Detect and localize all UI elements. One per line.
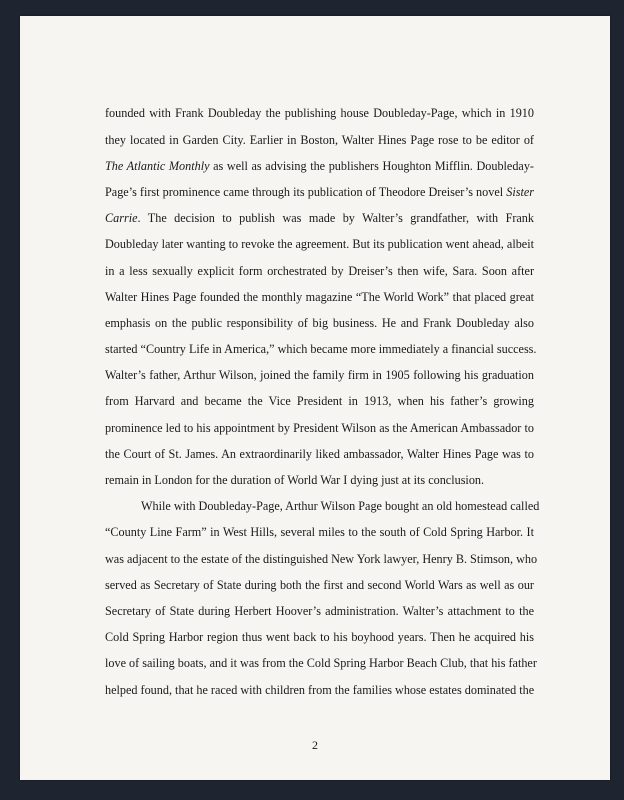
document-page [20,16,610,780]
text-span: as well as advising the publishers Houghton Mifflin. Doubleday- [209,159,534,173]
text-line [105,159,534,173]
text-line: founded with Frank Doubleday the publishing house Doubleday-Page, which in 1910 [105,106,534,120]
text-line: prominence led to his appointment by President Wilson as the American Ambassador to [105,421,534,435]
text-line: from Harvard and became the Vice President in 1913, when his father’s growing [105,394,534,408]
text-line: was adjacent to the estate of the distinguished New York lawyer, Henry B. Stimson, who [105,552,538,566]
italic-title: Sister [506,185,534,199]
text-line: Cold Spring Harbor region thus went back to his boyhood years. Then he acquired his [105,630,534,644]
text-line: Walter’s father, Arthur Wilson, joined the family firm in 1905 following his graduation [105,368,534,382]
text-line: love of sailing boats, and it was from the Cold Spring Harbor Beach Club, that his father [105,656,537,670]
text-line: served as Secretary of State during both the first and second World Wars as well as our [105,578,534,592]
text-line: “County Line Farm” in West Hills, several miles to the south of Cold Spring Harbor. It [105,525,534,539]
italic-title: The Atlantic Monthly [105,159,210,173]
text-line: the Court of St. James. An extraordinarily liked ambassador, Walter Hines Page was to [105,447,534,461]
text-line: emphasis on the public responsibility of big business. He and Frank Doubleday also [105,316,534,330]
text-line: in a less sexually explicit form orchestrated by Dreiser’s then wife, Sara. Soon after [105,264,534,278]
text-span: Page’s first prominence came through its publication of Theodore Dreiser’s novel [105,185,507,199]
text-line: helped found, that he raced with children from the families whose estates dominated the [105,683,535,697]
text-line: they located in Garden City. Earlier in Boston, Walter Hines Page rose to be editor of [105,133,534,147]
text-line: Secretary of State during Herbert Hoover’s administration. Walter’s attachment to the [105,604,534,618]
text-line [105,211,534,225]
text-line: Doubleday later wanting to revoke the agreement. But its publication went ahead, albeit [105,237,534,251]
text-line: While with Doubleday-Page, Arthur Wilson Page bought an old homestead called [141,499,540,513]
page-number: 2 [312,738,318,752]
italic-title: Carrie [105,211,138,225]
text-line: remain in London for the duration of World War I dying just at its conclusion. [105,473,485,487]
text-line: started “Country Life in America,” which became more immediately a financial success. [105,342,537,356]
text-line: Walter Hines Page founded the monthly magazine “The World Work” that placed great [105,290,534,304]
text-line [105,185,534,199]
text-span: . The decision to publish was made by Walter’s grandfather, with Frank [137,211,534,225]
